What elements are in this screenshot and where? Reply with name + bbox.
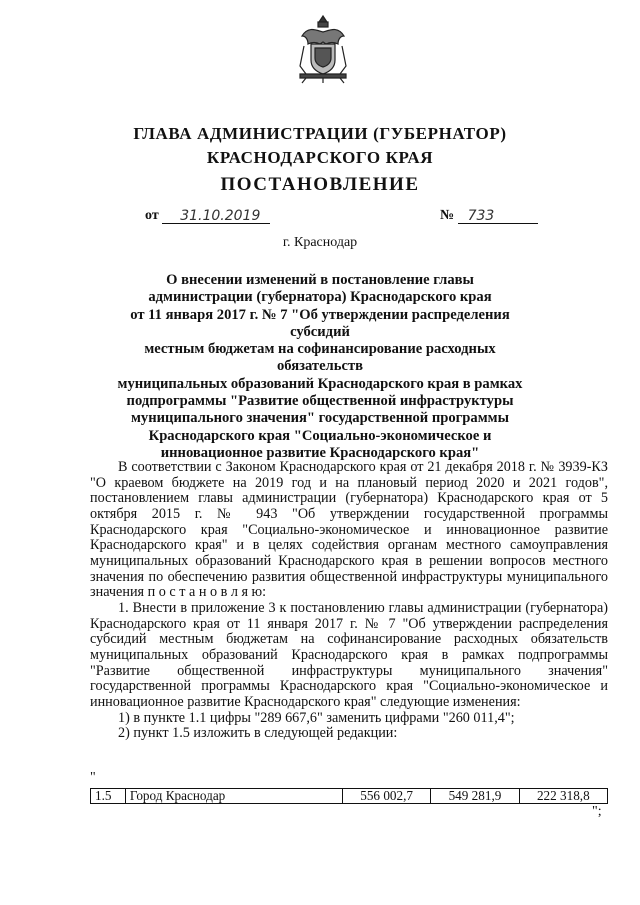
number-field xyxy=(440,208,538,224)
table-row xyxy=(91,789,608,804)
date-value: 31.10.2019 xyxy=(180,208,261,224)
authority-line-1: ГЛАВА АДМИНИСТРАЦИИ (ГУБЕРНАТОР) xyxy=(133,124,507,143)
subject-line: администрации (губернатора) Краснодарского края xyxy=(148,289,492,306)
subject-line: инновационное развитие Краснодарского края" xyxy=(160,444,480,461)
subject-line: О внесении изменений в постановление главы xyxy=(166,272,474,288)
number-line xyxy=(458,208,538,224)
subject-line: местным бюджетам на софинансирование расходных обязательств xyxy=(144,341,496,375)
number-prefix: № xyxy=(440,208,455,223)
subject-line: муниципального значения" государственной программы xyxy=(130,410,509,427)
city: г. Краснодар xyxy=(282,235,358,250)
document-subject xyxy=(100,272,540,462)
paragraph-subitem-1: 1) в пункте 1.1 цифры "289 667,6" заменить цифрами "260 011,4"; xyxy=(118,709,515,726)
subject-line: подпрограммы "Развитие общественной инфраструктуры xyxy=(126,393,514,410)
cell-municipality: Город Краснодар xyxy=(125,789,342,804)
paragraph-preamble: В соответствии с Законом Краснодарского края от 21 декабря 2018 г. № 3939-КЗ "О краевом бюджете на 2019 год и на плановый период 2020 и 2021 годов", постановлением главы администрации (губернатора) Краснодарского края от 5 октября 2015 г. № 943 "Об утверждении государственной программы Краснодарского края "Социально-экономическое и инновационное развитие Краснодарского края" и в целях содействия органам местного самоуправления муниципальных образований Краснодарского края в решении вопросов местного значения по обеспечению развития общественной инфраструктуры муниципального значения п о с т а н о в л я ю: xyxy=(90,459,608,601)
date-line xyxy=(162,208,270,224)
authority-line-2: КРАСНОДАРСКОГО КРАЯ xyxy=(206,148,434,167)
issuing-authority xyxy=(0,122,640,170)
coat-of-arms-emblem xyxy=(294,14,352,84)
date-field xyxy=(145,208,270,224)
subsidy-table xyxy=(90,788,608,804)
subject-line: Краснодарского края "Социально-экономическое и xyxy=(148,427,492,444)
paragraph-item-1: 1. Внести в приложение 3 к постановлению главы администрации (губернатора) Краснодарского края от 11 января 2017 г. № 7 "Об утверждении распределения субсидий местным бюджетам на софинансирование расходных обязательств муниципальных образований Краснодарского края в рамках подпрограммы "Развитие общественной инфраструктуры муниципального значения" государственной программы Краснодарского края "Социально-экономическое и инновационное развитие Краснодарского края" следующие изменения: xyxy=(90,599,608,710)
document-type: ПОСТАНОВЛЕНИЕ xyxy=(220,174,420,195)
number-value: 733 xyxy=(467,208,495,224)
subject-line: муниципальных образований Краснодарского края в рамках xyxy=(117,375,523,392)
cell-amount-2019: 556 002,7 xyxy=(342,789,430,804)
date-prefix: от xyxy=(145,208,159,223)
quote-close: "; xyxy=(592,804,602,819)
cell-amount-2020: 549 281,9 xyxy=(431,789,519,804)
body-text xyxy=(90,460,608,742)
cell-item-number: 1.5 xyxy=(91,789,126,804)
cell-amount-2021: 222 318,8 xyxy=(519,789,607,804)
paragraph-subitem-2: 2) пункт 1.5 изложить в следующей редакции: xyxy=(118,725,398,742)
subject-line: от 11 января 2017 г. № 7 "Об утверждении распределения субсидий xyxy=(130,306,510,340)
quote-open: " xyxy=(90,770,96,785)
